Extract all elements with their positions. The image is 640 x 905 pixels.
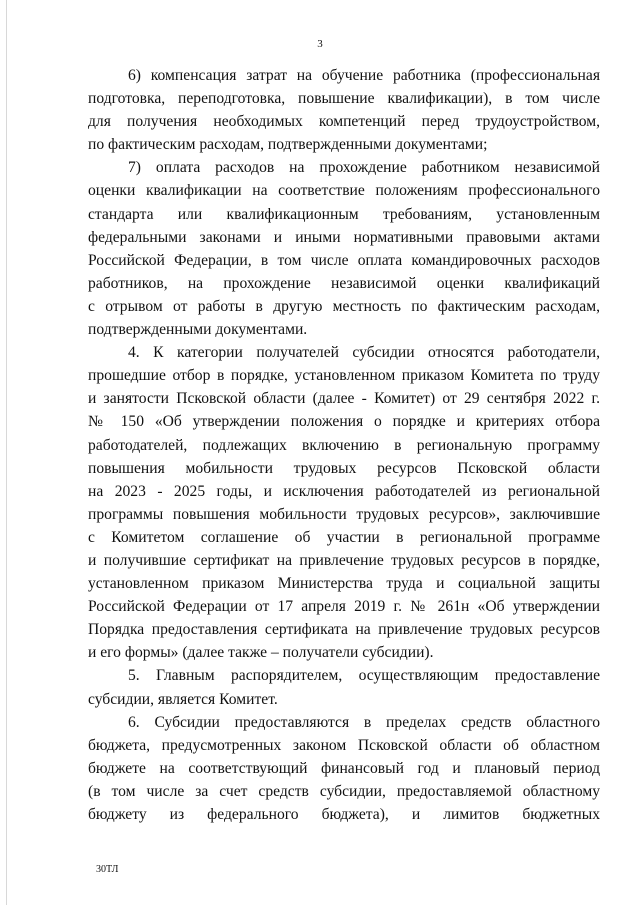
page-edge (6, 0, 7, 905)
text-line: (в том числе за счет средств субсидии, предоставляемой областному (88, 782, 600, 800)
text-line: программы повышения мобильности трудовых ресурсов», заключившие (88, 505, 600, 523)
text-line: с отрывом от работы в другую местность по фактическим расходам, (88, 297, 600, 315)
text-line: № 150 «Об утверждении положения о порядке и критериях отбора (88, 413, 600, 431)
text-line: работодателей, подлежащих включению в региональную программу (88, 436, 600, 454)
paragraph-item-6-compensation (88, 64, 600, 156)
text-line: по фактическим расходам, подтвержденными документами; (88, 136, 488, 154)
paragraph-item-7-assessment (88, 156, 600, 341)
paragraph-section-4-recipients (88, 341, 600, 664)
text-line: подготовка, переподготовка, повышение квалификации), в том числе (88, 90, 600, 108)
footer-code: 30ТЛ (96, 864, 119, 875)
text-line: стандарта или квалификационным требованиям, установленным (88, 205, 600, 223)
page-number: 3 (317, 38, 323, 50)
text-line: Российской Федерации, в том числе оплата командировочных расходов (88, 251, 600, 269)
paragraph-section-5-administrator (88, 664, 600, 710)
document-body (88, 64, 600, 826)
text-line: и его формы» (далее также – получатели субсидии). (88, 644, 434, 662)
text-line: субсидии, является Комитет. (88, 690, 278, 708)
text-line: и получившие сертификат на привлечение трудовых ресурсов в порядке, (88, 551, 600, 569)
text-line: оценки квалификации на соответствие положениям профессионального (88, 182, 600, 200)
text-line: работников, на прохождение независимой оценки квалификаций (88, 274, 600, 292)
text-line: установленном приказом Министерства труда и социальной защиты (88, 575, 600, 593)
text-line: бюджете на соответствующий финансовый год и плановый период (88, 759, 600, 777)
text-line: с Комитетом соглашение об участии в региональной программе (88, 528, 600, 546)
text-line: и занятости Псковской области (далее - Комитет) от 29 сентября 2022 г. (88, 390, 600, 408)
text-line: 6. Субсидии предоставляются в пределах средств областного (128, 713, 600, 731)
text-line: 4. К категории получателей субсидии относятся работодатели, (128, 344, 600, 362)
paragraph-section-6-funding (88, 711, 600, 826)
text-line: прошедшие отбор в порядке, установленном приказом Комитета по труду (88, 367, 600, 385)
text-line: 5. Главным распорядителем, осуществляющим предоставление (128, 667, 600, 685)
text-line: Порядка предоставления сертификата на привлечение трудовых ресурсов (88, 621, 600, 639)
text-line: на 2023 - 2025 годы, и исключения работодателей из региональной (88, 482, 600, 500)
text-line: подтвержденными документами. (88, 321, 308, 339)
text-line: 6) компенсация затрат на обучение работника (профессиональная (128, 67, 600, 84)
text-line: повышения мобильности трудовых ресурсов Псковской области (88, 459, 600, 477)
text-line: 7) оплата расходов на прохождение работником независимой (128, 159, 600, 177)
text-line: федеральными законами и иными нормативными правовыми актами (88, 228, 600, 246)
text-line: бюджету из федерального бюджета), и лимитов бюджетных (88, 806, 600, 823)
text-line: для получения необходимых компетенций перед трудоустройством, (88, 113, 600, 131)
text-line: Российской Федерации от 17 апреля 2019 г. № 261н «Об утверждении (88, 598, 600, 616)
text-line: бюджета, предусмотренных законом Псковской области об областном (88, 736, 600, 754)
